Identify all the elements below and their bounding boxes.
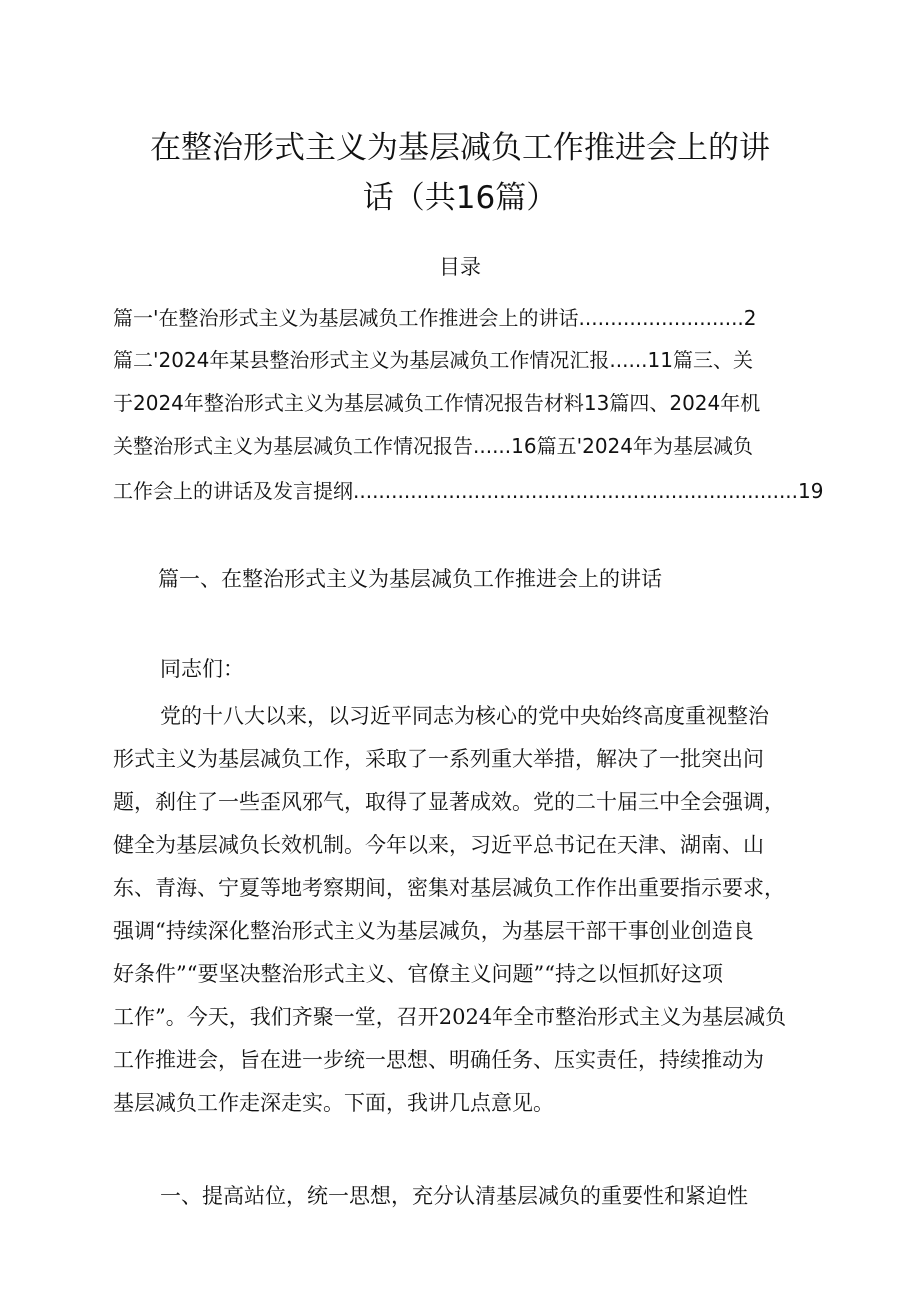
section-subheading: 一、提高站位，统一思想，充分认清基层减负的重要性和紧迫性 [160, 1184, 748, 1208]
paragraph-line: 东、青海、宁夏等地考察期间，密集对基层减负工作作出重要指示要求， [113, 876, 785, 900]
paragraph-line: 基层减负工作走深走实。下面，我讲几点意见。 [113, 1091, 554, 1115]
paragraph-line: 党的十八大以来，以习近平同志为核心的党中央始终高度重视整治 [160, 704, 769, 728]
paragraph-line: 好条件”“要坚决整治形式主义、官僚主义问题”“持之以恒抓好这项 [113, 962, 723, 986]
paragraph-line: 健全为基层减负长效机制。今年以来，习近平总书记在天津、湖南、山 [113, 833, 764, 857]
paragraph-line: 形式主义为基层减负工作，采取了一系列重大举措，解决了一批突出问 [113, 747, 764, 771]
toc-heading: 目录 [439, 255, 481, 279]
paragraph-line: 题，刹住了一些歪风邪气，取得了显著成效。党的二十届三中全会强调， [113, 790, 785, 814]
toc-entry-line[interactable]: 于2024年整治形式主义为基层减负工作情况报告材料13篇四、2024年机 [113, 391, 761, 415]
salutation: 同志们： [160, 657, 244, 681]
paragraph-line: 工作”。今天，我们齐聚一堂，召开2024年全市整治形式主义为基层减负 [113, 1005, 787, 1029]
document-title-line-1: 在整治形式主义为基层减负工作推进会上的讲 [150, 130, 770, 166]
toc-entry-line[interactable]: 工作会上的讲话及发言提纲......................................................................19 [113, 479, 824, 503]
toc-entry-line[interactable]: 关整治形式主义为基层减负工作情况报告......16篇五'2024年为基层减负 [113, 434, 753, 458]
toc-entry-line[interactable]: 篇一'在整治形式主义为基层减负工作推进会上的讲话..........................2 [113, 306, 757, 330]
toc-entry-line[interactable]: 篇二'2024年某县整治形式主义为基层减负工作情况汇报......11篇三、关 [113, 348, 753, 372]
paragraph-line: 工作推进会，旨在进一步统一思想、明确任务、压实责任，持续推动为 [113, 1048, 764, 1072]
section-title: 篇一、在整治形式主义为基层减负工作推进会上的讲话 [158, 567, 662, 591]
paragraph-line: 强调“持续深化整治形式主义为基层减负，为基层干部干事创业创造良 [113, 919, 754, 943]
document-title-line-2: 话（共16篇） [362, 180, 558, 216]
